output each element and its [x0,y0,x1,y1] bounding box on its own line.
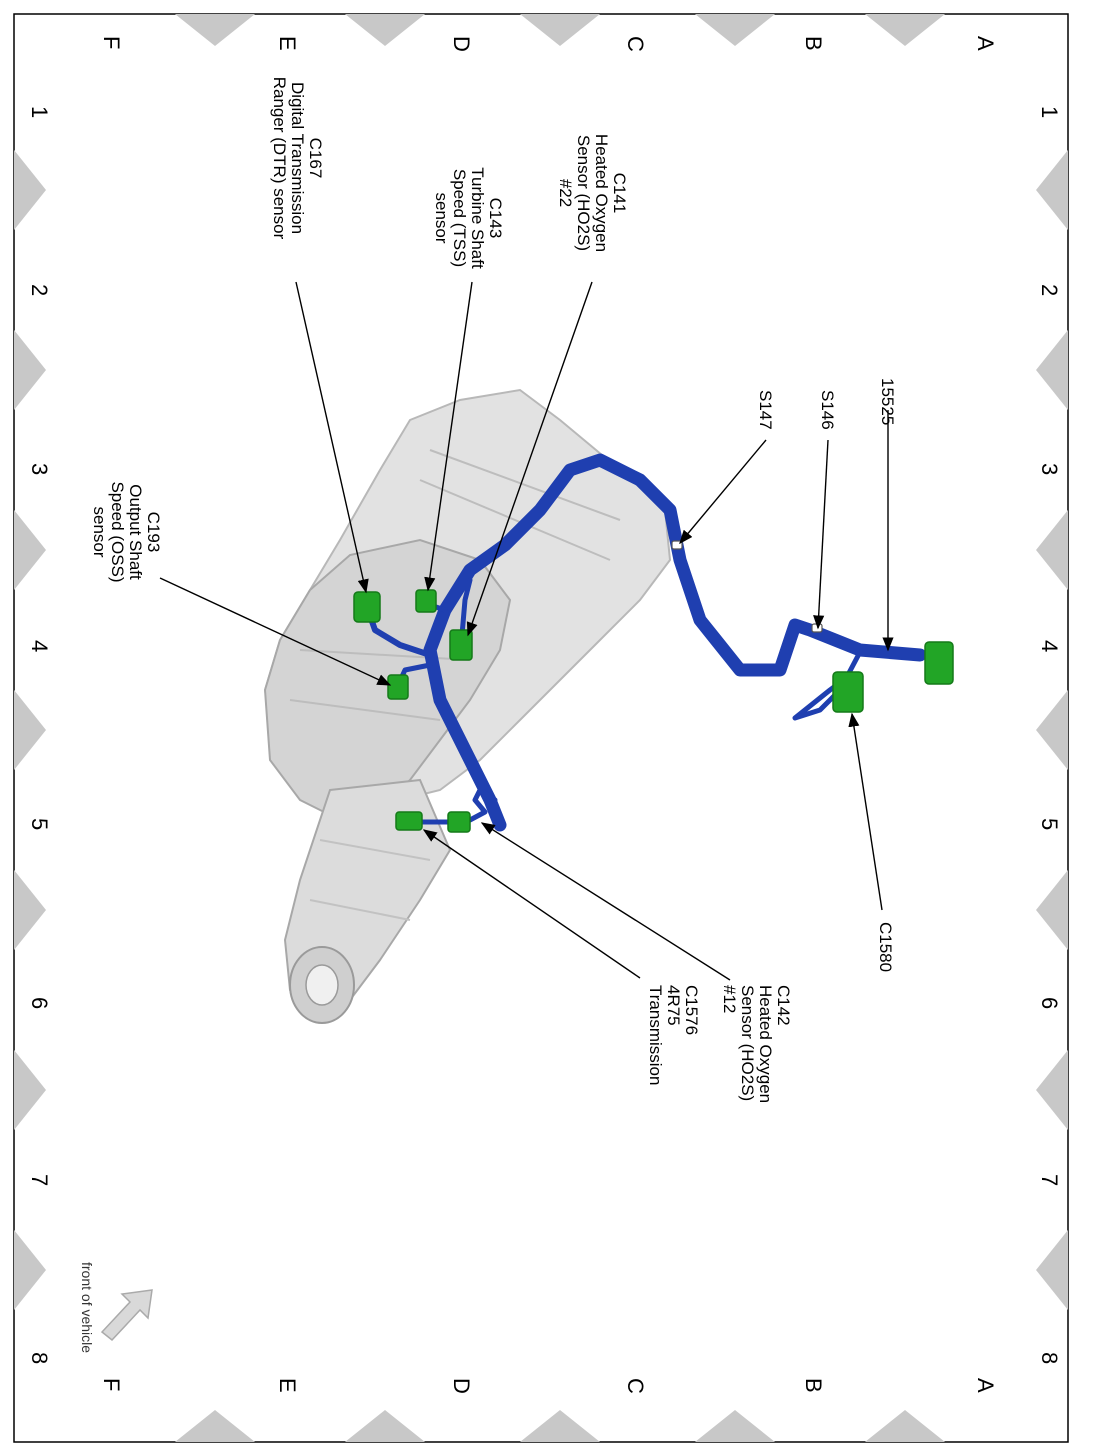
callout-c167-line3: Ranger (DTR) sensor [270,76,289,240]
grid-number-right-5: 5 [1037,818,1062,831]
callout-c1576 [646,985,701,1085]
connector-15525 [925,642,953,684]
callout-c141-line3: Sensor (HO2S) [574,134,593,252]
grid-letter-top-f: F [99,36,124,50]
callout-c1580: C1580 [876,922,895,973]
grid-number-left-5: 5 [27,818,52,831]
leader-s146 [818,440,828,628]
grid-number-right-8: 8 [1037,1352,1062,1365]
grid-letter-top-c: C [623,36,648,52]
front-arrow-icon [102,1290,152,1340]
callout-c1576-line2: 4R75 [664,985,683,1026]
callout-c1576-line3: Transmission [646,985,665,1086]
callout-c1576-line1: C1576 [682,985,701,1036]
grid-number-right-1: 1 [1037,106,1062,119]
callout-c142-line1: C142 [774,985,793,1026]
connector-c143 [416,590,436,612]
callout-c143-line2: Turbine Shaft [468,167,487,269]
callout-c142-line4: #12 [720,985,739,1014]
border-markers-bottom [175,1410,945,1442]
grid-letter-bottom-a: A [973,1378,998,1393]
grid-number-right-3: 3 [1037,463,1062,476]
leader-c167 [296,282,366,592]
grid-letters-bottom [99,1378,998,1394]
grid-number-left-7: 7 [27,1174,52,1187]
grid-number-left-1: 1 [27,106,52,119]
output-flange-inner [306,965,338,1005]
callout-c193-line4: sensor [90,506,109,558]
callout-c142 [720,985,793,1103]
connector-c1576 [396,812,422,830]
grid-number-right-2: 2 [1037,284,1062,297]
callout-c193-line2: Output Shaft [126,484,145,580]
connector-c1580 [833,672,863,712]
transmission-illustration [265,390,670,1023]
grid-letter-top-d: D [449,36,474,52]
grid-letter-bottom-f: F [99,1378,124,1392]
border-markers-right [1036,150,1068,1310]
grid-letter-bottom-c: C [623,1378,648,1394]
grid-letter-top-b: B [801,36,826,51]
callout-c193 [90,481,163,582]
connector-c142 [448,812,470,832]
leader-s147 [680,440,766,543]
callout-c142-line3: Sensor (HO2S) [738,985,757,1102]
callout-c141-line4: #22 [556,178,575,208]
grid-letter-bottom-d: D [449,1378,474,1394]
grid-number-left-2: 2 [27,284,52,297]
callout-c142-line2: Heated Oxygen [756,985,775,1104]
grid-number-left-3: 3 [27,463,52,476]
front-of-vehicle-indicator [79,1262,152,1353]
leader-c142 [482,823,730,980]
leader-c1580 [852,714,882,910]
callout-c141-line2: Heated Oxygen [592,133,611,253]
callout-c143-line4: sensor [432,192,451,244]
grid-number-left-4: 4 [27,640,52,653]
connector-c167 [354,592,380,622]
callout-c167 [270,77,325,240]
callout-c193-line1: C193 [144,511,163,553]
grid-number-right-7: 7 [1037,1174,1062,1187]
callout-c141-line1: C141 [610,172,629,214]
callout-c193-line3: Speed (OSS) [108,481,127,583]
diagram-frame [14,14,1068,1442]
callout-c167-line2: Digital Transmission [288,81,307,235]
connector-c193 [388,675,408,699]
callout-c167-line1: C167 [306,137,325,179]
callout-c141 [556,134,629,252]
grid-letter-bottom-e: E [275,1378,300,1393]
grid-letter-top-a: A [973,36,998,51]
grid-letters-top [99,36,998,52]
front-of-vehicle-label: front of vehicle [79,1262,95,1354]
callout-s146: S146 [818,390,837,430]
border-markers-left [14,150,46,1310]
grid-letter-top-e: E [275,36,300,51]
callout-c143-line1: C143 [486,197,505,239]
grid-number-left-8: 8 [27,1352,52,1365]
grid-letter-bottom-b: B [801,1378,826,1393]
leader-c1576 [424,830,640,978]
splice-s146 [812,624,822,632]
callout-c143 [432,167,505,269]
callout-s147: S147 [756,390,775,430]
grid-number-right-4: 4 [1037,640,1062,653]
callout-c143-line3: Speed (TSS) [450,168,469,268]
grid-number-right-6: 6 [1037,997,1062,1010]
grid-number-left-6: 6 [27,997,52,1010]
callout-15525: 15525 [878,378,897,426]
